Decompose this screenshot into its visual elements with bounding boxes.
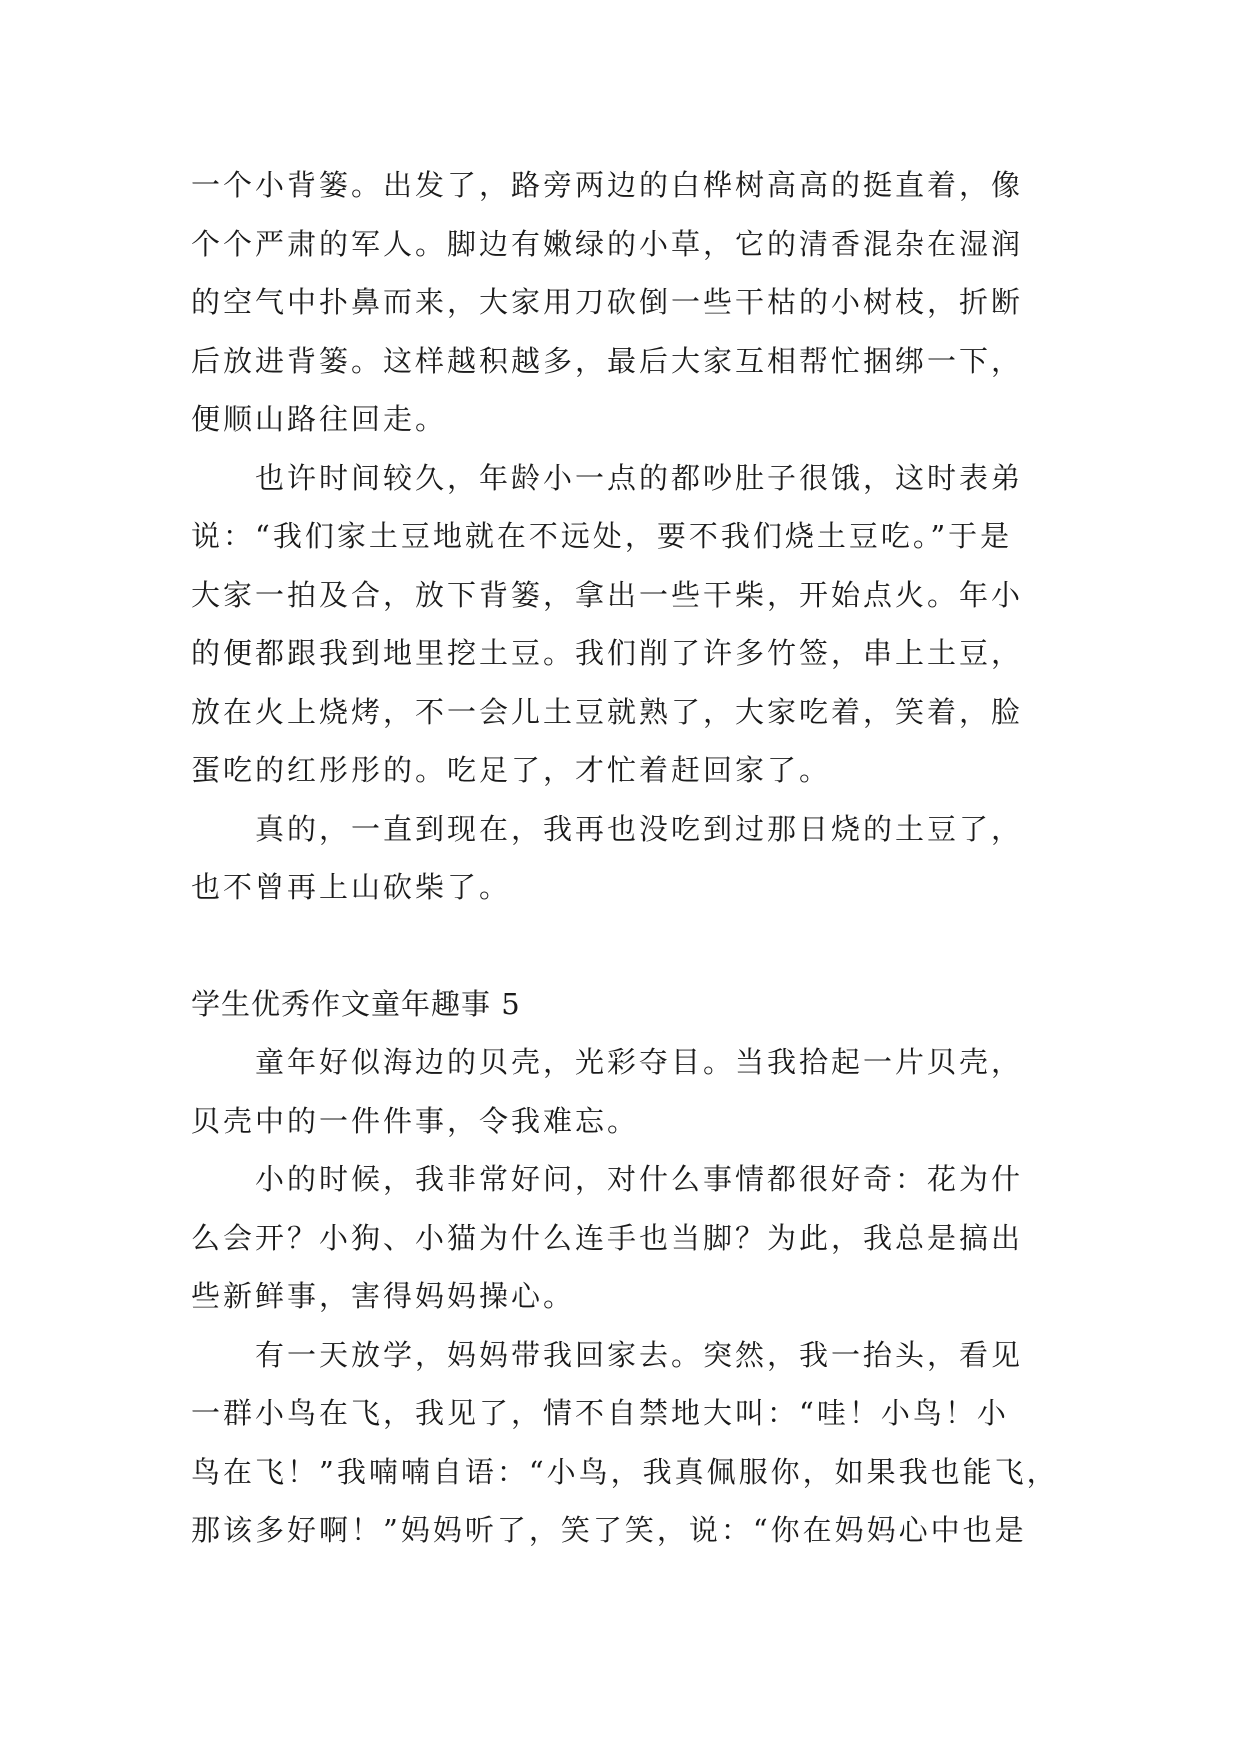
text-line: 也许时间较久，年龄小一点的都吵肚子很饿，这时表弟 bbox=[255, 460, 1024, 495]
text-line: 说：“我们家土豆地就在不远处，要不我们烧土豆吃。”于是 bbox=[191, 519, 1013, 553]
paragraph bbox=[191, 156, 1061, 449]
text-line: 放在火上烧烤，不一会儿土豆就熟了，大家吃着，笑着，脸 bbox=[191, 694, 1024, 729]
text-line: 一群小鸟在飞，我见了，情不自禁地大叫：“哇！小鸟！小 bbox=[191, 1396, 1009, 1430]
section-heading: 学生优秀作文童年趣事 5 bbox=[191, 986, 521, 1021]
paragraph bbox=[191, 1326, 1061, 1560]
section-spacer bbox=[191, 917, 1061, 975]
paragraph bbox=[191, 449, 1061, 800]
text-line: 的空气中扑鼻而来，大家用刀砍倒一些干枯的小树枝，折断 bbox=[191, 285, 1024, 319]
text-line: 便顺山路往回走。 bbox=[191, 402, 448, 436]
text-line: 童年好似海边的贝壳，光彩夺目。当我拾起一片贝壳， bbox=[255, 1045, 1024, 1079]
text-line: 个个严肃的军人。脚边有嫩绿的小草，它的清香混杂在湿润 bbox=[191, 226, 1024, 261]
text-line: 贝壳中的一件件事，令我难忘。 bbox=[191, 1103, 640, 1138]
text-line: 些新鲜事，害得妈妈操心。 bbox=[191, 1279, 576, 1313]
text-line: 鸟在飞！”我喃喃自语：“小鸟，我真佩服你，如果我也能飞， bbox=[191, 1454, 1059, 1489]
text-line: 蛋吃的红彤彤的。吃足了，才忙着赶回家了。 bbox=[191, 753, 832, 787]
text-line: 那该多好啊！”妈妈听了，笑了笑，说：“你在妈妈心中也是 bbox=[191, 1513, 1027, 1547]
text-line: 也不曾再上山砍柴了。 bbox=[191, 870, 512, 904]
text-line: 的便都跟我到地里挖土豆。我们削了许多竹签，串上土豆， bbox=[191, 636, 1024, 670]
text-line: 大家一拍及合，放下背篓，拿出一些干柴，开始点火。年小 bbox=[191, 577, 1024, 612]
text-line: 小的时候，我非常好问，对什么事情都很好奇：花为什 bbox=[255, 1162, 1024, 1196]
text-line: 一个小背篓。出发了，路旁两边的白桦树高高的挺直着，像 bbox=[191, 168, 1024, 202]
document-body bbox=[191, 156, 1061, 1560]
text-line: 有一天放学，妈妈带我回家去。突然，我一抬头，看见 bbox=[255, 1337, 1024, 1372]
text-line: 真的，一直到现在，我再也没吃到过那日烧的土豆了， bbox=[255, 811, 1024, 846]
text-line: 么会开？小狗、小猫为什么连手也当脚？为此，我总是搞出 bbox=[191, 1220, 1024, 1255]
text-line: 后放进背篓。这样越积越多，最后大家互相帮忙捆绑一下， bbox=[191, 343, 1024, 378]
paragraph bbox=[191, 800, 1061, 917]
paragraph bbox=[191, 1150, 1061, 1326]
paragraph bbox=[191, 1033, 1061, 1150]
